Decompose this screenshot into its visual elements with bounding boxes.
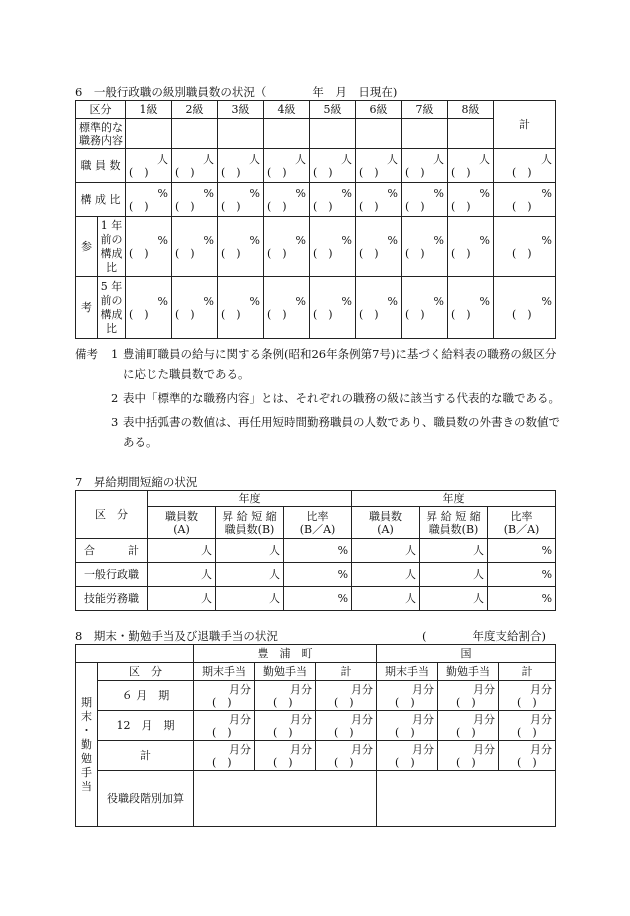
staff-cell: 人 ( ): [172, 149, 218, 183]
s7-col-b: 昇 給 短 縮 職員数(B): [216, 507, 284, 539]
one-year-cell: % ( ): [402, 217, 448, 277]
s7-col-head: 区 分: [76, 491, 148, 539]
col-kinben: 勤勉手当: [438, 663, 499, 681]
s7-col-a: 職員数 (A): [352, 507, 420, 539]
grade-7: 7級: [402, 101, 448, 119]
s7-col-ratio: 比率 (B／A): [284, 507, 352, 539]
row-june: ６ 月 期: [98, 681, 194, 711]
row-position-addition: 役職段階別加算: [98, 771, 194, 827]
staff-label: 職 員 数: [76, 149, 126, 183]
five-year-cell: % ( ): [448, 277, 494, 339]
staff-cell: 人 ( ): [356, 149, 402, 183]
grade-1: 1級: [126, 101, 172, 119]
ratio-cell: % ( ): [172, 183, 218, 217]
staff-cell: 人 ( ): [448, 149, 494, 183]
one-year-cell: % ( ): [356, 217, 402, 277]
note-2-text: 表中「標準的な職務内容」とは、それぞれの職務の級に該当する代表的な職である。: [123, 391, 560, 405]
grade-3: 3級: [218, 101, 264, 119]
table-row: [76, 771, 556, 827]
col-head-kubun: 区分: [76, 101, 126, 119]
staff-cell: 人 ( ): [264, 149, 310, 183]
five-year-cell: % ( ): [126, 277, 172, 339]
total-head: 計: [494, 101, 556, 149]
five-year-label: 5 年 前の 構成 比: [98, 277, 126, 339]
ratio-label: 構 成 比: [76, 183, 126, 217]
five-year-cell: % ( ): [172, 277, 218, 339]
five-year-cell: % ( ): [264, 277, 310, 339]
one-year-cell: % ( ): [218, 217, 264, 277]
five-year-cell: % ( ): [218, 277, 264, 339]
s7-year-1: 年度: [148, 491, 352, 507]
note-2: 2 表中「標準的な職務内容」とは、それぞれの職務の級に該当する代表的な職である。: [111, 391, 560, 405]
notes-lead: 備考: [75, 347, 98, 361]
notes: [75, 344, 565, 452]
five-year-cell: % ( ): [310, 277, 356, 339]
col-kinben: 勤勉手当: [255, 663, 316, 681]
staff-cell-total: 人 ( ): [494, 149, 556, 183]
note-3: 3 表中括弧書の数値は、再任用短時間勤務職員の人数であり、職員数の外書きの数値である。: [111, 415, 560, 449]
ratio-cell: % ( ): [448, 183, 494, 217]
s7-col-b: 昇 給 短 縮 職員数(B): [420, 507, 488, 539]
ratio-cell: % ( ): [126, 183, 172, 217]
ratio-cell: % ( ): [218, 183, 264, 217]
ratio-cell: % ( ): [310, 183, 356, 217]
ref-char-2: 考: [76, 277, 98, 339]
row-december: 12 月 期: [98, 711, 194, 741]
five-year-cell-total: % ( ): [494, 277, 556, 339]
s8-col-head: 区 分: [98, 663, 194, 681]
s7-year-2: 年度: [352, 491, 556, 507]
note-1: 備考 1 豊浦町職員の給与に関する条例(昭和26年条例第7号)に基づく給料表の職務の級区分に応じた職員数である。: [75, 344, 565, 384]
s7-row-skilled: 技能労務職: [76, 587, 148, 611]
town-head: 豊 浦 町: [194, 645, 377, 663]
col-total: 計: [316, 663, 377, 681]
grade-4: 4級: [264, 101, 310, 119]
one-year-cell: % ( ): [448, 217, 494, 277]
table-row: ６ 月 期 月分 ( ) 月分 ( ) 月分 ( ) 月分 ( ) 月分 ( ) 月分 ( ): [76, 681, 556, 711]
s7-col-ratio: 比率 (B／A): [488, 507, 556, 539]
grade-6: 6級: [356, 101, 402, 119]
s7-row-general: 一般行政職: [76, 563, 148, 587]
staff-cell: 人 ( ): [126, 149, 172, 183]
s7-row-total: 合 計: [76, 539, 148, 563]
col-total: 計: [499, 663, 556, 681]
table-row: 12 月 期 月分 ( ) 月分 ( ) 月分 ( ) 月分 ( ) 月分 ( ) 月分 ( ): [76, 711, 556, 741]
one-year-label: 1 年 前の 構成 比: [98, 217, 126, 277]
ratio-cell: % ( ): [402, 183, 448, 217]
ratio-cell: % ( ): [264, 183, 310, 217]
grade-staff-table: [75, 100, 556, 339]
one-year-cell-total: % ( ): [494, 217, 556, 277]
std-duty-label: 標準的な 職務内容: [76, 119, 126, 149]
table-row: 一般行政職 人 人 % 人 人 %: [76, 563, 556, 587]
s7-col-a: 職員数 (A): [148, 507, 216, 539]
row-total: 計: [98, 741, 194, 771]
five-year-cell: % ( ): [402, 277, 448, 339]
one-year-cell: % ( ): [126, 217, 172, 277]
table-row: 計 月分 ( ) 月分 ( ) 月分 ( ) 月分 ( ) 月分 ( ) 月分 ( ): [76, 741, 556, 771]
col-kimatsu: 期末手当: [377, 663, 438, 681]
section6-heading: 6 一般行政職の級別職員数の状況（ 年 月 日現在): [75, 85, 398, 99]
ref-char-1: 参: [76, 217, 98, 277]
grade-8: 8級: [448, 101, 494, 119]
grade-5: 5級: [310, 101, 356, 119]
staff-cell: 人 ( ): [402, 149, 448, 183]
section7-heading: 7 昇給期間短縮の状況: [75, 475, 198, 489]
grade-2: 2級: [172, 101, 218, 119]
table-row: 合 計 人 人 % 人 人 %: [76, 539, 556, 563]
staff-cell: 人 ( ): [310, 149, 356, 183]
one-year-cell: % ( ): [310, 217, 356, 277]
col-kimatsu: 期末手当: [194, 663, 255, 681]
one-year-cell: % ( ): [264, 217, 310, 277]
five-year-cell: % ( ): [356, 277, 402, 339]
nation-head: 国: [377, 645, 556, 663]
ratio-cell-total: % ( ): [494, 183, 556, 217]
staff-cell: 人 ( ): [218, 149, 264, 183]
table-row: 技能労務職 人 人 % 人 人 %: [76, 587, 556, 611]
raise-shortening-table: [75, 490, 556, 611]
allowance-table: [75, 644, 556, 827]
note-1-text: 豊浦町職員の給与に関する条例(昭和26年条例第7号)に基づく給料表の職務の級区分に応じた職員数である。: [123, 347, 557, 381]
section8-heading-right: ( 年度支給割合): [422, 629, 546, 643]
note-3-text: 表中括弧書の数値は、再任用短時間勤務職員の人数であり、職員数の外書きの数値である。: [123, 415, 560, 449]
section8-heading: 8 期末・勤勉手当及び退職手当の状況: [75, 629, 278, 643]
one-year-cell: % ( ): [172, 217, 218, 277]
ratio-cell: % ( ): [356, 183, 402, 217]
bonus-side-label: 期 末 ・ 勤 勉 手 当: [76, 663, 98, 827]
